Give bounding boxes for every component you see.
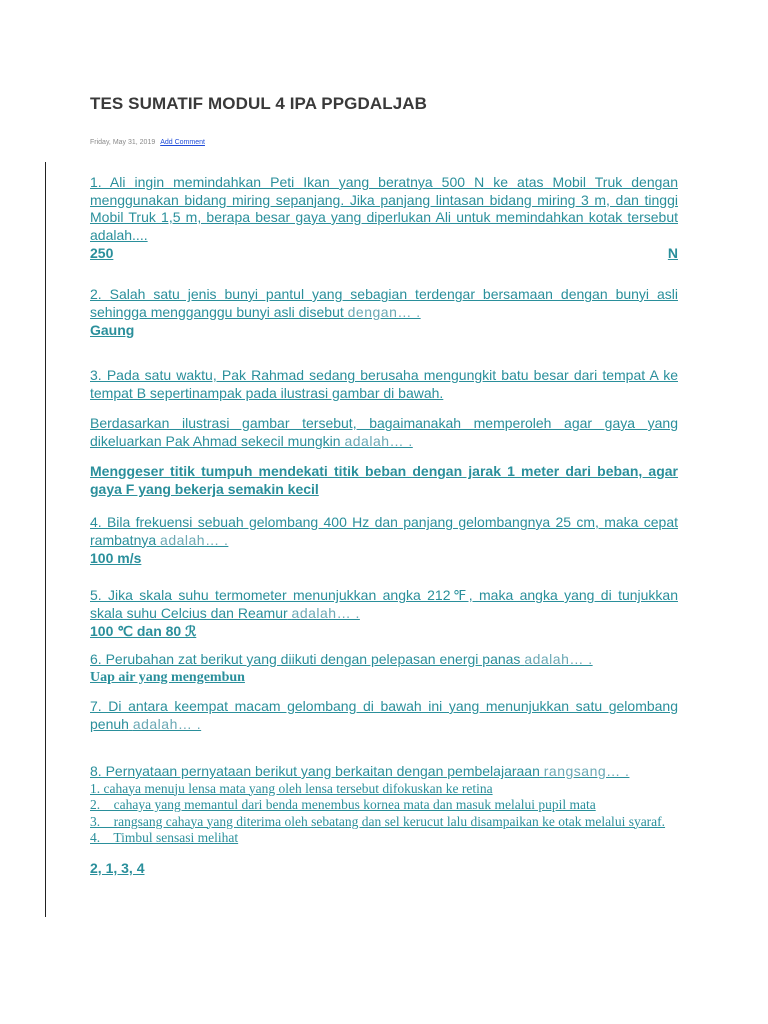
question-4 — [90, 514, 678, 567]
question-text — [90, 763, 678, 781]
question-5 — [90, 587, 678, 640]
question-6 — [90, 651, 678, 687]
question-body: Berdasarkan ilustrasi gambar tersebut, bagaimanakah memperoleh agar gaya yang dikeluarkan Pak Ahmad sekecil mungkin — [90, 415, 678, 449]
question-8 — [90, 763, 678, 847]
post-date: Friday, May 31, 2019 — [90, 139, 156, 146]
answer: Uap air yang mengembun — [90, 669, 245, 685]
question-text — [90, 514, 678, 549]
option-2: 2. cahaya yang memantul dari benda menembus kornea mata dan masuk melalui pupil mata — [90, 797, 596, 812]
question-body: 2. Salah satu jenis bunyi pantul yang sebagian terdengar bersamaan dengan bunyi asli sehingga mengganggu bunyi asli disebut — [90, 286, 678, 320]
question-text — [90, 698, 678, 733]
question-3-answer — [90, 462, 678, 498]
answer: 100 m/s — [90, 550, 142, 566]
question-1 — [90, 174, 678, 262]
question-tail: adalah… . — [291, 604, 360, 621]
question-7 — [90, 698, 678, 733]
answer-value: 250 — [90, 245, 114, 261]
question-text: 3. Pada satu waktu, Pak Rahmad sedang berusaha mengungkit batu besar dari tempat A ke tempat B sepertinampak pada ilustrasi gambar di bawah. — [90, 367, 678, 401]
question-tail: dengan… . — [347, 303, 421, 320]
answer: 2, 1, 3, 4 — [90, 860, 145, 876]
page-title: TES SUMATIF MODUL 4 IPA PPGDALJAB — [90, 94, 428, 113]
question-body: 6. Perubahan zat berikut yang diikuti dengan pelepasan energi panas — [90, 651, 521, 667]
question-body: 7. Di antara keempat macam gelombang di bawah ini yang menunjukkan satu gelombang penuh — [90, 698, 678, 732]
question-body: 5. Jika skala suhu termometer menunjukkan angka 212℉, maka angka yang di tunjukkan skala suhu Celcius dan Reamur — [90, 587, 678, 621]
question-body: 8. Pernyataan pernyataan berikut yang berkaitan dengan pembelajaraan — [90, 763, 540, 779]
question-tail: adalah… . — [344, 432, 413, 449]
question-2 — [90, 286, 678, 339]
answer: 100 ℃ dan 80 ℛ — [90, 623, 197, 639]
option-1: 1. cahaya menuju lensa mata yang oleh lensa tersebut difokuskan ke retina — [90, 780, 493, 796]
question-text — [90, 587, 678, 622]
question-tail: adalah… . — [160, 531, 229, 548]
answer — [90, 244, 678, 262]
question-3 — [90, 367, 678, 402]
question-text — [90, 286, 678, 321]
option-4: 4. Timbul sensasi melihat — [90, 830, 239, 845]
question-tail: adalah… . — [132, 715, 202, 732]
add-comment-link[interactable]: Add Comment — [160, 139, 205, 146]
question-body: 4. Bila frekuensi sebuah gelombang 400 Hz dan panjang gelombangnya 25 cm, maka cepat rambatnya — [90, 514, 678, 548]
question-text — [90, 651, 678, 669]
answer: Gaung — [90, 322, 135, 338]
question-8-answer — [90, 859, 678, 877]
post-meta — [90, 139, 205, 146]
question-tail: rangsang… . — [543, 763, 630, 779]
question-text: 1. Ali ingin memindahkan Peti Ikan yang beratnya 500 N ke atas Mobil Truk dengan menggunakan bidang miring sepanjang. Jika panjang lintasan bidang miring 3 m, dan tinggi Mobil Truk 1,5 m, berapa besar gaya yang diperlukan Ali untuk memindahkan kotak tersebut adalah.... — [90, 174, 678, 243]
question-3-followup — [90, 415, 678, 450]
left-border-line — [45, 162, 46, 917]
question-tail: adalah… . — [524, 651, 593, 667]
answer-unit: N — [667, 245, 678, 261]
answer: Menggeser titik tumpuh mendekati titik beban dengan jarak 1 meter dari beban, agar gaya F yang bekerja semakin kecil — [90, 463, 678, 497]
question-text — [90, 415, 678, 450]
option-3: 3. rangsang cahaya yang diterima oleh sebatang dan sel kerucut lalu disampaikan ke otak melalui syaraf. — [90, 813, 666, 829]
